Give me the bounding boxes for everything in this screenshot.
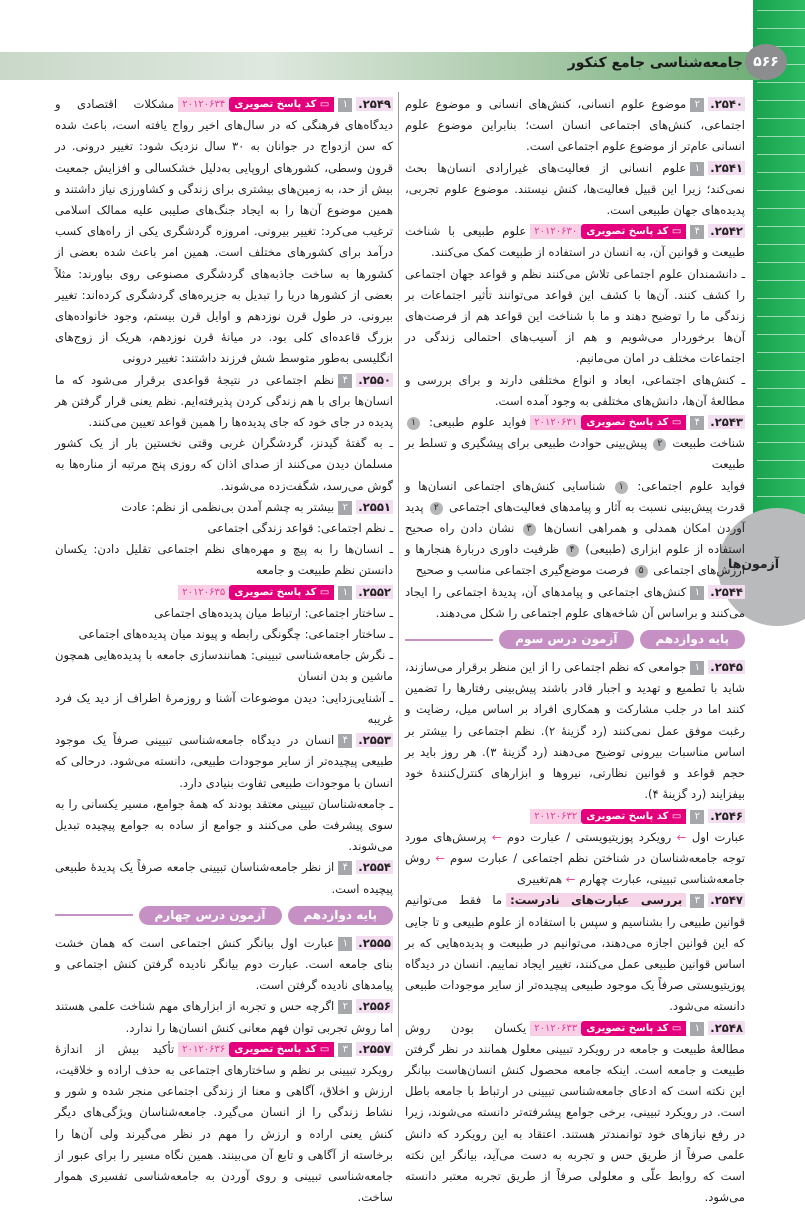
- answer-text: اگرچه حس و تجربه از ابزارهای مهم شناخت علمی هستند اما روش تجربی توان فهم معانی کنش انسان‌ها را ندارد.: [55, 999, 393, 1035]
- answer-text: ـ انسان‌ها را به پیچ و مهره‌های نظم اجتماعی تقلیل دادن: یکسان دانستن نظم طبیعت و جامعه: [55, 542, 393, 578]
- answer-entry: [55, 582, 393, 603]
- text-segment: رویکرد پوزیتیویستی / عبارت دوم: [501, 829, 677, 844]
- visual-answer-code-badge: [581, 224, 686, 239]
- answer-choice-box: ۲: [338, 1000, 352, 1014]
- explanation-paragraph: [55, 624, 393, 645]
- answer-text: ـ ساختار اجتماعی: چگونگی رابطه و پیوند میان پدیده‌های اجتماعی: [78, 627, 393, 642]
- section-heading: [55, 906, 393, 925]
- page-number: ۵۶۶: [745, 44, 787, 80]
- explanation-paragraph: [405, 827, 745, 891]
- code-label: کد پاسخ تصویری: [586, 1022, 669, 1034]
- section-rule: [55, 914, 133, 916]
- answer-choice-box: ۲: [338, 501, 352, 515]
- code-label: کد پاسخ تصویری: [234, 99, 317, 110]
- left-column: [55, 94, 393, 1208]
- text-segment: نشان دادن راه صحیح استفاده از علوم ابزاری (طبیعی): [405, 521, 745, 557]
- answer-entry: [405, 657, 745, 805]
- numbered-circle: ۵: [635, 565, 648, 578]
- numbered-circle: ۱: [407, 417, 420, 430]
- section-pill: پایه دوازدهم: [640, 630, 746, 649]
- answer-text: علوم طبیعی با شناخت طبیعت و قوانین آن، به انسان در استفاده از طبیعت کمک می‌کنند.: [405, 224, 745, 260]
- code-label: کد پاسخ تصویری: [234, 1043, 317, 1055]
- question-number: ۲۵۵۳.: [358, 733, 391, 748]
- question-number: ۲۵۴۵.: [710, 660, 743, 675]
- code-label: کد پاسخ تصویری: [234, 586, 317, 598]
- answer-text: عبارت اول بیانگر کنش اجتماعی است که همان خشت بنای جامعه است. عبارت دوم بیانگر نادیده گرفتن کنش اجتماعی و پیامدهای نادیده گرفتن است.: [55, 935, 393, 993]
- answer-text: ـ به گفتهٔ گیدنز، گردشگران غربی وقتی نخستین بار از یک کشور مسلمان دیدن می‌کنند از صدای اذان که روزی پنج مرتبه از مناره‌ها به گوش می‌رسد، شگفت‌زده می‌شوند.: [55, 436, 393, 493]
- text-segment: پدید آوردن امکان همدلی و همراهی انسان‌ها: [405, 499, 746, 536]
- arrow-icon: ←: [676, 829, 687, 844]
- question-number: ۲۵۵۱.: [358, 499, 391, 514]
- video-icon: ▭: [668, 1022, 682, 1034]
- text-segment: هم‌تغییری: [516, 872, 566, 887]
- video-icon: ▭: [316, 1043, 330, 1055]
- visual-answer-code: ۲۰۱۲۰۶۳۵: [178, 585, 229, 600]
- explanation-paragraph: [55, 794, 393, 858]
- text-segment: شناسایی کنش‌های اجتماعی انسان‌ها و قدرت پیش‌بینی نسبت به آثار و پیامدهای فعالیت‌های اجتماعی: [405, 478, 745, 514]
- book-title: جامعه‌شناسی جامع کنکور: [567, 55, 743, 71]
- section-pill: پایه دوازدهم: [288, 906, 394, 925]
- question-number: ۲۵۵۷.: [358, 1041, 391, 1056]
- text-segment: فواید علوم طبیعی:: [422, 415, 527, 430]
- explanation-paragraph: [55, 645, 393, 687]
- explanation-paragraph: [405, 370, 745, 412]
- text-segment: عبارت اول: [686, 829, 745, 844]
- answer-entry: [405, 890, 745, 1017]
- answer-entry: [55, 497, 393, 518]
- column-divider: [398, 92, 399, 1037]
- answer-text: ـ نگرش جامعه‌شناسی تبیینی: همانندسازی جامعه با پدیده‌هایی همچون ماشین و بدن انسان: [55, 648, 393, 684]
- answer-text: تأکید بیش از اندازهٔ رویکرد تبیینی بر نظم و ساختارهای اجتماعی به حذف اراده و خلاقیت، ارزش و اخلاق، آگاهی و معنا از زندگی اجتماعی منجر شده و شور و نشاط زندگی را از انسان می‌گیرد. جامعه‌شناسان ویژگی‌های دیگر کنش یعنی اراده و ارزش را مهم در نظر می‌گیرند ولی آن‌ها را برخاسته از آگاهی و تابع آن می‌بینند. همین نگاه مسیر را برای عبور از جامعه‌شناسی تبیینی و روی آوردن به جامعه‌شناسی تفسیری هموار ساخت.: [55, 1041, 393, 1205]
- question-number: ۲۵۵۴.: [358, 860, 391, 875]
- answer-choice-box: ۳: [338, 1043, 352, 1057]
- question-number: ۲۵۵۰.: [358, 372, 391, 387]
- incorrect-statements-label: بررسی عبارت‌های نادرست:: [506, 893, 686, 907]
- answer-entry: [55, 857, 393, 899]
- video-icon: ▭: [316, 586, 330, 598]
- question-number: ۲۵۴۹.: [358, 97, 391, 111]
- answer-choice-box: ۲: [690, 810, 704, 824]
- code-label: کد پاسخ تصویری: [586, 810, 669, 822]
- answer-choice-box: ۴: [690, 225, 704, 239]
- text-segment: پرسش‌های مورد توجه جامعه‌شناسان در شناختن نظم اجتماعی / عبارت سوم: [405, 829, 745, 865]
- answer-entry: [55, 370, 393, 434]
- answer-choice-box: ۴: [338, 861, 352, 875]
- answer-choice-box: ۴: [690, 416, 704, 430]
- code-label: کد پاسخ تصویری: [586, 417, 669, 429]
- visual-answer-code: ۲۰۱۲۰۶۳۴: [178, 97, 229, 112]
- answer-text: ـ دانشمندان علوم اجتماعی تلاش می‌کنند نظم و قواعد جهان اجتماعی را کشف کنند. آن‌ها با کشف این قواعد می‌توانند تأثیر اجتماعات بر زندگی ما را توضیح دهند و ما با شناخت این قواعد هم از فرصت‌های آن‌ها برخوردار می‌شویم و هم از آسیب‌های احتمالی زندگی در اجتماعات مختلف در امان می‌مانیم.: [405, 266, 745, 366]
- text-segment: ظرفیت داوری دربارهٔ هنجارها و ارزش‌های اجتماعی: [405, 542, 745, 578]
- answer-entry: [55, 94, 393, 370]
- question-number: ۲۵۵۲.: [358, 584, 391, 599]
- visual-answer-code-badge: [581, 809, 686, 824]
- section-heading: [405, 630, 745, 649]
- question-number: ۲۵۴۱.: [710, 160, 743, 175]
- answer-entry: [405, 1018, 745, 1208]
- question-number: ۲۵۴۰.: [710, 97, 743, 111]
- visual-answer-code-badge: [581, 415, 686, 430]
- numbered-circle: ۳: [523, 523, 536, 536]
- answer-choice-box: ۱: [338, 586, 352, 600]
- text-segment: روش جامعه‌شناسی تبیینی، عبارت چهارم: [405, 850, 745, 887]
- answer-entry: [55, 1039, 393, 1208]
- section-pill: آزمون درس چهارم: [139, 906, 282, 925]
- video-icon: ▭: [316, 99, 330, 110]
- answer-choice-box: ۴: [338, 374, 352, 388]
- answer-entry: [55, 933, 393, 997]
- answer-text: ـ جامعه‌شناسان تبیینی معتقد بودند که همهٔ جوامع، مسیر یکسانی را به سوی پیشرفت طی می‌کنند و جوامع از ساده به جوامع پیچیده تبدیل می‌شوند.: [55, 796, 393, 854]
- answer-text: علوم انسانی از فعالیت‌های غیرارادی انسان‌ها بحث نمی‌کند؛ زیرا این قبیل فعالیت‌ها، کنش نیستند. موضوع علوم تجربی، پدیده‌های جهان طبیعی است.: [405, 160, 745, 218]
- text-segment: فرصت موضع‌گیری اجتماعی مناسب و صحیح: [415, 563, 633, 578]
- text-segment: شناخت طبیعت: [668, 436, 745, 451]
- section-tab-label: آزمون‌ها: [728, 556, 780, 571]
- answer-text: مشکلات اقتصادی و دیدگاه‌های فرهنگی که در سال‌های اخیر رواج یافته است، باعث شده که سن ازدواج در جوانان به ۳۰ سال نزدیک شود: تغییر درونی. در قرون وسطی، کشورهای اروپایی به‌دلیل خشکسالی و افزایش جمعیت بیش از حد، به زمین‌های بیشتری برای زندگی و کشاورزی نیاز داشتند و همین موضوع آن‌ها را به ایجاد جنگ‌های صلیبی علیه ممالک اسلامی ترغیب می‌کرد: تغییر بیرونی. امروزه گردشگری یکی از راه‌های کسب درآمد برای کشورهای مختلف است. همین امر باعث شده بعضی از کشورها به ساخت جاذبه‌های گردشگری مصنوعی روی بیاورند: مثلاً بعضی از کشورها دریا را تبدیل به جزیره‌های گردشگری کرده‌اند: تغییر بیرونی. در طول قرن نوزدهم و اوایل قرن بیستم، وجود خانواده‌های بزرگ قاعده‌ای کلی بود. در میانهٔ قرن نوزدهم، هریک از زوج‌های انگلیسی به‌طور متوسط شش فرزند داشتند: تغییر درونی: [55, 97, 394, 366]
- explanation-paragraph: [55, 518, 393, 539]
- video-icon: ▭: [668, 226, 682, 238]
- answer-text: انسان در دیدگاه جامعه‌شناسی تبیینی صرفاً یک موجود طبیعی پیچیده‌تر از سایر موجودات طبیعی، دانسته می‌شود. درحالی که انسان با موجودات طبیعی تفاوت بنیادی دارد.: [55, 733, 393, 790]
- answer-choice-box: ۴: [338, 734, 352, 748]
- answer-choice-box: ۱: [338, 937, 352, 951]
- explanation-paragraph: [55, 603, 393, 624]
- code-label: کد پاسخ تصویری: [586, 226, 669, 238]
- answer-choice-box: ۱: [690, 162, 704, 176]
- answer-text: نظم اجتماعی در نتیجهٔ قواعدی برقرار می‌شود که ما انسان‌ها برای با هم زندگی کردن پذیرفته‌ایم. نظم یعنی قرار گرفتن هر پدیده در جای خود که جای پدیده‌ها را همین قواعد تعیین می‌کنند.: [55, 372, 393, 430]
- answer-text: جوامعی که نظم اجتماعی را از این منظر برقرار می‌سازند، شاید با تطمیع و تهدید و اجبار قادر باشند پیش‌بینی رفتارها را تضمین کنند اما در جلب مشارکت و همکاری افراد بر اساس میل، رضایت و رغبت موفق عمل نمی‌کنند (رد گزینهٔ ۲). نظم اجتماعی را بیشتر بر اساس مناسبات بیرونی توضیح می‌دهند (رد گزینهٔ ۳). هر روز باید بر حجم قواعد و قوانین نظارتی، نیروها و ابزارهای کنترل‌کنندهٔ خود بیفزایند (رد گزینهٔ ۴).: [405, 660, 745, 802]
- answer-text: ما فقط می‌توانیم قوانین طبیعی را بشناسیم و سپس با استفاده از علوم طبیعی و تا جایی که این قوانین اجازه می‌دهند، می‌توانیم در طبیعت و پدیده‌هایی که بر اساس قوانین طبیعی عمل می‌کنند، تغییر ایجاد نماییم. انسان در دیدگاه پوزیتیویستی صرفاً یک موجود طبیعی پیچیده‌تر از سایر موجودات طبیعی دانسته می‌شود.: [405, 893, 745, 1014]
- section-rule: [405, 639, 493, 641]
- answer-text: از نظر جامعه‌شناسان تبیینی جامعه صرفاً یک پدیدهٔ طبیعی پیچیده است.: [55, 860, 393, 896]
- explanation-paragraph: [55, 539, 393, 581]
- answer-text: کنش‌های اجتماعی و پیامدهای آن، پدیدهٔ اجتماعی را ایجاد می‌کنند و براساس آن شاخه‌های علوم اجتماعی را شکل می‌دهند.: [405, 584, 745, 620]
- answer-choice-box: ۱: [338, 98, 352, 112]
- visual-answer-code-badge: [229, 97, 334, 112]
- question-number: ۲۵۴۲.: [710, 224, 743, 239]
- numbered-circle: ۴: [566, 544, 579, 557]
- question-number: ۲۵۴۷.: [710, 893, 743, 908]
- answer-text: بیشتر به چشم آمدن بی‌نظمی از نظم: عادت: [121, 499, 335, 514]
- question-number: ۲۵۵۵.: [358, 935, 391, 950]
- visual-answer-code-badge: [229, 1042, 334, 1057]
- answer-choice-box: ۳: [690, 894, 704, 908]
- answer-choice-box: ۲: [690, 98, 704, 112]
- text-segment: فواید علوم اجتماعی:: [629, 478, 746, 493]
- explanation-paragraph: [55, 433, 393, 497]
- question-number: ۲۵۴۸.: [710, 1020, 743, 1035]
- answer-text: ـ نظم اجتماعی: قواعد زندگی اجتماعی: [207, 521, 393, 536]
- explanation-paragraph: [405, 476, 745, 582]
- question-number: ۲۵۴۳.: [710, 415, 743, 430]
- question-number: ۲۵۴۴.: [710, 584, 743, 599]
- explanation-paragraph: [55, 688, 393, 730]
- visual-answer-code: ۲۰۱۲۰۶۳۱: [530, 415, 581, 430]
- answer-entry: [55, 730, 393, 794]
- visual-answer-code: ۲۰۱۲۰۶۳۲: [530, 809, 581, 824]
- answer-entry: [405, 582, 745, 624]
- answer-entry: [405, 158, 745, 222]
- video-icon: ▭: [668, 417, 682, 429]
- question-number: ۲۵۵۶.: [358, 999, 391, 1014]
- arrow-icon: ←: [491, 829, 502, 844]
- visual-answer-code-badge: [229, 585, 334, 600]
- text-segment: پیش‌بینی حوادث طبیعی برای پیشگیری و تسلط بر طبیعت: [405, 436, 745, 472]
- numbered-circle: ۱: [615, 481, 628, 494]
- section-pill: آزمون درس سوم: [499, 630, 633, 649]
- question-number: ۲۵۴۶.: [710, 808, 743, 823]
- explanation-paragraph: [405, 264, 745, 370]
- visual-answer-code: ۲۰۱۲۰۶۳۳: [530, 1021, 581, 1036]
- visual-answer-code: ۲۰۱۲۰۶۳۰: [530, 224, 581, 239]
- answer-text: یکسان بودن روش مطالعهٔ طبیعت و جامعه در رویکرد تبیینی معلول همانند در نظر گرفتن طبیعت و جامعه است. اینکه جامعه محصول کنش انسان‌هاست بیانگر این نکته است که ادعای جامعه‌شناسی تبیینی در ارتباط با جامعه باطل است. در رویکرد تبیینی، برخی جوامع پیشرفته‌تر دانسته می‌شوند، زیرا در رفع نیازهای خود توانمندتر هستند. اعتقاد به این رویکرد که دانش علمی صرفاً از طریق حس و تجربه به دست می‌آید، بیانگر این نکته است که روابط علّی و معلولی صرفاً از طریق تجربه معتبر دانسته می‌شود.: [405, 1020, 745, 1205]
- answer-entry: [405, 412, 745, 476]
- answer-entry: [405, 221, 745, 263]
- answer-entry: [405, 806, 745, 827]
- answer-text: ـ ساختار اجتماعی: ارتباط میان پدیده‌های اجتماعی: [154, 605, 393, 620]
- answer-text: ـ آشنایی‌زدایی: دیدن موضوعات آشنا و روزمرهٔ اطراف از دید یک فرد غریبه: [55, 690, 393, 726]
- answer-text: ـ کنش‌های اجتماعی، ابعاد و انواع مختلفی دارند و برای بررسی و مطالعهٔ آن‌ها، دانش‌های مختلفی به وجود آمده است.: [405, 372, 745, 408]
- answer-entry: [405, 94, 745, 158]
- answer-choice-box: ۱: [690, 661, 704, 675]
- arrow-icon: ←: [565, 872, 576, 887]
- right-column: [405, 94, 745, 1208]
- numbered-circle: ۲: [430, 502, 443, 515]
- video-icon: ▭: [668, 810, 682, 822]
- answer-choice-box: ۱: [690, 1022, 704, 1036]
- answer-text: موضوع علوم انسانی، کنش‌های انسانی و موضوع علوم اجتماعی، کنش‌های اجتماعی انسان است؛ بنابراین موضوع علوم انسانی عام‌تر از موضوع علوم اجتماعی است.: [405, 97, 745, 154]
- visual-answer-code: ۲۰۱۲۰۶۳۶: [178, 1042, 229, 1057]
- visual-answer-code-badge: [581, 1021, 686, 1036]
- numbered-circle: ۲: [653, 438, 666, 451]
- answer-choice-box: ۱: [690, 586, 704, 600]
- answer-entry: [55, 996, 393, 1038]
- arrow-icon: ←: [435, 850, 446, 865]
